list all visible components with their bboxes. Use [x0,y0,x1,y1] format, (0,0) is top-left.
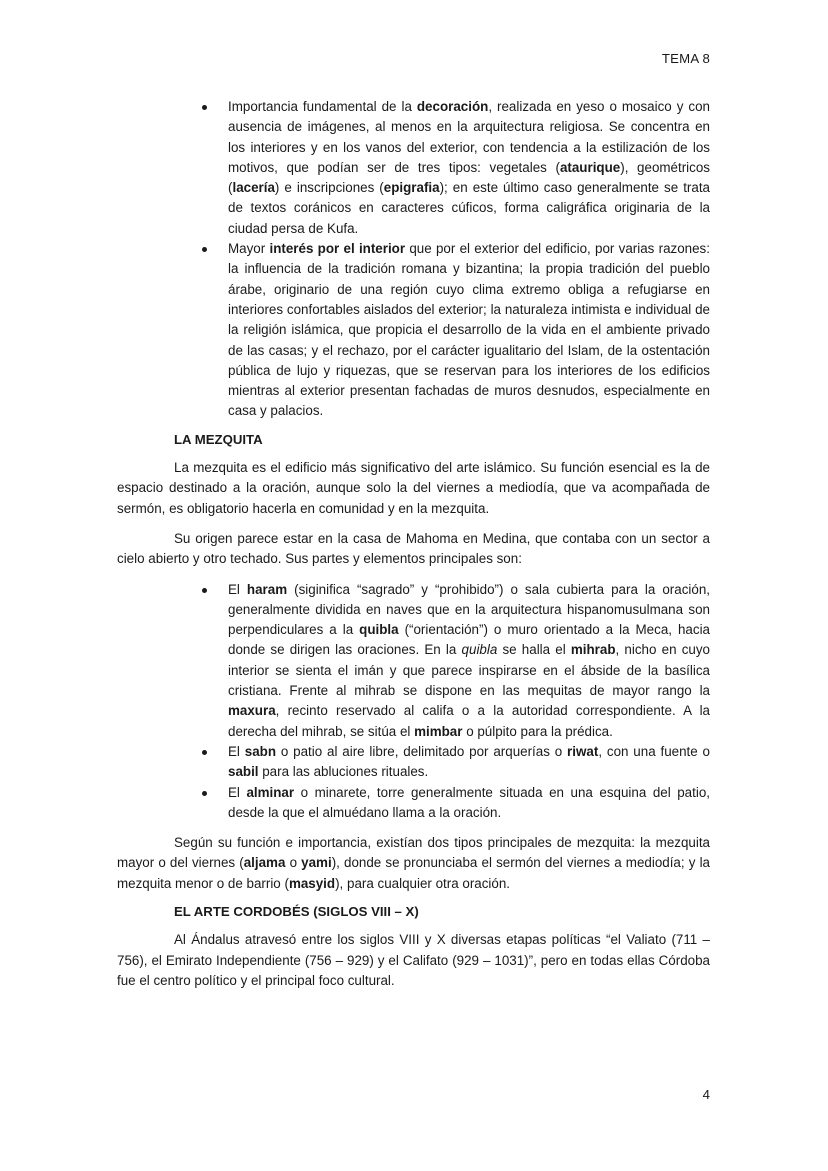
text-run: ); en este último caso generalmente se trata de textos coránicos en caracteres cúficos, forma caligráfica originaria de la ciudad persa de Kufa. [228,180,710,236]
list-item [228,97,710,239]
text-run: El [228,743,245,759]
text-run: o púlpito para la prédica. [462,723,613,739]
bold-term: ataurique [559,159,621,175]
mezquita-parts-list [117,580,710,824]
bullet-icon [202,247,207,252]
paragraph-mezquita-types [117,833,710,894]
text-run: ) e inscripciones ( [274,180,384,196]
bullet-icon [202,750,207,755]
text-run: ), geométricos ( [228,159,710,196]
page-content [117,97,710,991]
text-run: o [285,855,302,871]
paragraph-al-andalus: Al Ándalus atravesó entre los siglos VIII y X diversas etapas políticas “el Valiato (711 – 756), el Emirato Independiente (756 – 929) y el Califato (929 – 1031)”, pero en todas ellas Córdoba fue el centro político y el principal foco cultural. [117,932,710,988]
text-run: (siginifica “sagrado” y “prohibido”) o sala cubierta para la oración, generalmente dividida en naves que en la arquitectura hispanomusulmana son perpendiculares a la [228,581,710,638]
bold-term: maxura [228,703,276,719]
text-run: , nicho en cuyo interior se sienta el imán y que parece inspirarse en el ábside de la basílica cristiana. Frente al mihrab se dispone en las mequitas de mayor rango la [228,642,710,699]
bullet-icon [202,791,207,796]
text-run: Según su función e importancia, existían dos tipos principales de mezquita: la mezquita mayor o del viernes ( [117,835,710,871]
bold-term: masyid [288,875,336,891]
text-run: Importancia fundamental de la [228,99,417,114]
running-header: TEMA 8 [661,51,710,66]
bold-term: yami [301,855,332,871]
text-run: ), para cualquier otra oración. [335,875,511,891]
bold-term: epigrafia [383,180,440,196]
list-item [228,239,710,422]
bold-term: lacería [232,180,275,196]
bold-term: haram [246,581,288,597]
bold-term: riwat [567,743,599,759]
text-run: (“orientación”) o muro orientado a la Meca, hacia donde se dirigen las oraciones. En la [228,622,710,658]
bold-term: quibla [359,622,399,638]
list-item [228,742,710,783]
bold-term: mihrab [570,642,616,658]
bullet-icon [202,105,207,110]
text-run: , realizada en yeso o mosaico y con ausencia de imágenes, al menos en la arquitectura religiosa. Se concentra en los interiores y en los vanos del exterior, con tendencia a la estilización de los motivos, que podían ser de tres tipos: vegetales ( [228,99,710,175]
text-run: El [228,581,247,597]
bold-term: sabn [244,743,277,759]
bold-term: alminar [246,784,295,800]
text-run: o patio al aire libre, delimitado por arquerías o [276,743,568,759]
page-number: 4 [702,1087,710,1102]
text-run: Mayor [228,241,270,257]
text-run: o minarete, torre generalmente situada en una esquina del patio, desde la que el almuédano llama a la oración. [228,784,710,820]
list-item [228,580,710,742]
bold-term: aljama [243,855,286,871]
paragraph-mezquita-origin: Su origen parece estar en la casa de Mahoma en Medina, que contaba con un sector a cielo abierto y otro techado. Sus partes y elementos principales son: [117,530,710,567]
list-item [228,783,710,824]
bullet-icon [202,588,207,593]
text-run: El [228,784,247,800]
text-run: ), donde se pronunciaba el sermón del viernes a mediodía; y la mezquita menor o de barrio ( [117,855,710,891]
bold-term: mimbar [414,723,463,739]
bold-term: interés por el interior [269,241,406,257]
paragraph-mezquita-definition: La mezquita es el edificio más significativo del arte islámico. Su función esencial es la de espacio destinado a la oración, aunque solo la del viernes a mediodía, que va acompañada de sermón, es obligatorio hacerla en comunidad y en la mezquita. [117,460,710,516]
text-run: se halla el [497,642,571,658]
text-run: para las abluciones rituales. [258,764,429,780]
section-title-arte-cordobes: EL ARTE CORDOBÉS (SIGLOS VIII – X) [174,903,419,919]
section-title-la-mezquita: LA MEZQUITA [174,431,263,447]
bold-term: sabil [228,764,259,780]
bold-term: decoración [416,99,489,114]
architecture-features-list [117,97,710,422]
text-run: , con una fuente o [598,743,710,759]
text-run: , recinto reservado al califa o a la autoridad correspondiente. A la derecha del mihrab, se sitúa el [228,703,710,739]
text-run: que por el exterior del edificio, por varias razones: la influencia de la tradición romana y bizantina; la propia tradición del pueblo árabe, originario de una región cuyo clima extremo obliga a refugiarse en interiores confortables aislados del exterior; la naturaleza intimista e individual de la religión islámica, que propicia el desarrollo de la vida en el ambiente privado de las casas; y el rechazo, por el carácter igualitario del Islam, de la ostentación pública de lujo y riquezas, que se reservan para los interiores de los edificios mientras al exterior presentan fachadas de muros desnudos, especialmente en casa y palacios. [228,241,710,419]
italic-term: quibla [461,642,498,658]
